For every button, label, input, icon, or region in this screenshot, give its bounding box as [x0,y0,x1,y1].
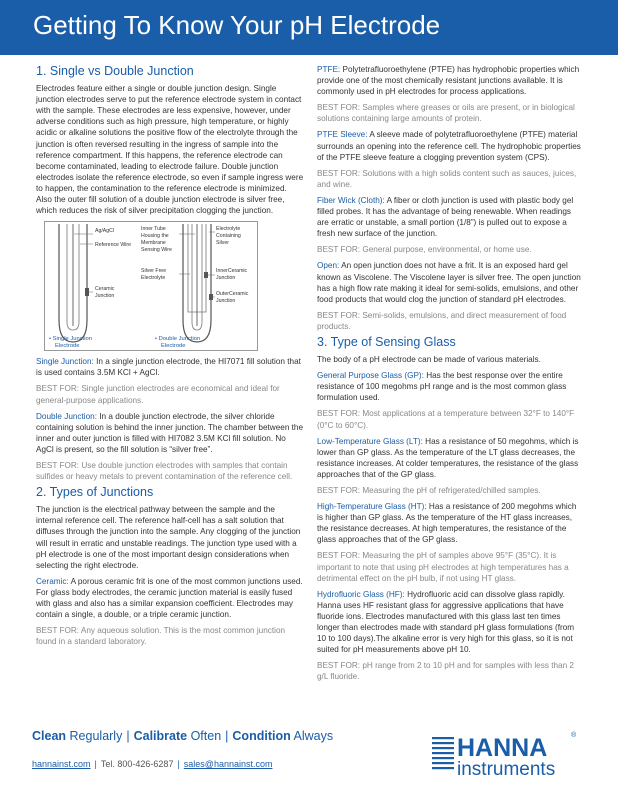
phone-number: Tel. 800-426-6287 [100,759,174,769]
right-column [317,64,583,688]
gp-glass-best: BEST FOR: Most applications at a temperature between 32°F to 140°F (0°C to 60°C). [317,409,575,430]
label-electrolyte-2: Containing [216,233,241,240]
gp-glass-term: General Purpose Glass (GP): [317,371,424,381]
page-header [0,0,618,55]
ptfe-term: PTFE: [317,65,341,74]
section-heading-types: 2. Types of Junctions [36,485,154,500]
page-footer [0,715,618,800]
ceramic-best: BEST FOR: Any aqueous solution. This is the most common junction found in a standard laboratory. [36,626,286,647]
ceramic-desc: Ceramic: A porous ceramic frit is one of the most common junctions used. For glass body electrodes, the ceramic junction material is easily fused with glass and also has a similar expansion coefficient. Electrodes may contain a single, a double, or a triple ceramic junction. [36,576,303,620]
ptfe-sleeve-desc: PTFE Sleeve: A sleeve made of polytetrafluoroethylene (PTFE) material surrounds an opening into the reference cell. The hydrophobic properties of the PTFE sleeve feature a clogging prevention system (CPS). [317,130,581,162]
open-term: Open: [317,261,340,271]
label-inner-ceramic-2: Junction [216,275,236,282]
ht-glass-desc: High-Temperature Glass (HT): Has a resistance of 200 megohms which is higher than GP glass. As the temperature of the HT glass increases, the resistance decreases. At high temperatures, the resistance of the glass approaches that of the GP glass. [317,502,577,545]
types-intro: The junction is the electrical pathway between the sample and the internal reference cell. The reference half-cell has a salt solution that diffuses through the junction into the sample. Any clogging of the junction will result in erratic and unstable readings. The junction type used with a pH electrode is one of the most important design considerations when selecting the right electrode. [36,505,301,570]
section-intro: Electrodes feature either a single or double junction design. Single junction electrodes serve to put the reference electrode system in contact with the sample. These electrodes are less expensive, however, under adverse conditions such as high pressure, high temperature, or highly acidic or alkaline solutions the positive flow of the electrolyte through the junction is often reversed resulting in the ingress of sample into the reference compartment. If this happens, the reference electrode can become contaminated, leading to electrode failure. Double junction electrodes isolate the reference electrode, so even if sample ingress were to happen, the contamination to the reference electrode is minimized. Also the outer fill solution of a double junction electrode is silver free, which reduces the risk of silver precipitation clogging the junction. [36,84,304,216]
ptfe-best: BEST FOR: Samples where greases or oils are present, or in biological solutions containing large amounts of protein. [317,103,575,124]
caption-double-junction-1: • Double Junction [155,336,201,343]
ceramic-term: Ceramic: [36,576,69,586]
caption-double-junction-2: Electrode [161,343,186,350]
page-title: Getting To Know Your pH Electrode [33,10,441,40]
gp-glass-desc: General Purpose Glass (GP): Has the best response over the entire resistance of 100 megohms pH range and is the most common glass formulation used. [317,371,567,403]
label-inner-tube-1: Inner Tube [141,226,166,233]
lt-glass-term: Low-Temperature Glass (LT): [317,436,423,446]
ptfe-sleeve-term: PTFE Sleeve: [317,130,368,140]
double-junction-term: Double Junction: [36,411,97,421]
single-junction-term: Single Junction: [36,357,94,367]
label-electrolyte-1: Electrolyte [216,226,241,233]
fiber-wick-best: BEST FOR: General purpose, environmental, or home use. [317,245,532,255]
ptfe-desc: PTFE: Polytetrafluoroethylene (PTFE) has hydrophobic properties which provide one of the most chemically resistant junctions available. It is commonly used in pH electrodes for process applications. [317,65,580,97]
fiber-wick-term: Fiber Wick (Cloth): [317,195,385,205]
label-inner-tube-2: Housing the [141,233,169,240]
lt-glass-desc: Low-Temperature Glass (LT): Has a resistance of 50 megohms, which is lower than GP glass. As the temperature of the LT glass decreases, the resistance increases. At colder temperatures, the resistance of the glass approaches that of the GP glass. [317,436,579,479]
single-junction-best: BEST FOR: Single junction electrodes are economical and ideal for general-purpose applications. [36,384,280,405]
label-reference-wire: Reference Wire [95,242,132,249]
lt-glass-best: BEST FOR: Measuring the pH of refrigerated/chilled samples. [317,486,541,495]
single-junction-desc: Single Junction: In a single junction electrode, the HI7071 fill solution that is used contains 3.5M KCl + AgCl. [36,357,301,378]
hf-glass-best: BEST FOR: pH range from 2 to 10 pH and for samples with less than 2 g/L fluoride. [317,661,574,682]
ht-glass-best: BEST FOR: Measuring the pH of samples above 95°F (35°C). It is important to note that using pH electrodes at high temperatures has a detrimental effect on the pH bulb, if not using HT glass. [317,551,569,583]
website-link[interactable]: hannainst.com [32,759,91,769]
hf-glass-term: Hydrofluoric Glass (HF): [317,589,405,599]
tagline: Clean Regularly | Calibrate Often | Condition Always [32,729,334,743]
ht-glass-term: High-Temperature Glass (HT): [317,502,427,512]
label-inner-tube-3: Membrane [141,240,166,247]
section-heading-junction: 1. Single vs Double Junction [36,64,194,78]
electrode-diagram [44,221,258,351]
ptfe-sleeve-best: BEST FOR: Solutions with a high solids content such as sauces, juices, and wine. [317,168,577,189]
label-silver-free-2: Electrolyte [141,275,166,282]
email-link[interactable]: sales@hannainst.com [183,759,273,769]
section-heading-glass: 3. Type of Sensing Glass [317,334,456,349]
label-outer-ceramic-1: OuterCeramic [216,291,249,298]
electrode-illustration [45,222,257,350]
left-column [36,64,304,652]
label-electrolyte-3: Silver [216,240,229,247]
label-inner-tube-4: Sensing Wire [141,247,172,254]
label-ceramic: Ceramic [95,286,115,293]
fiber-wick-desc: Fiber Wick (Cloth): A fiber or cloth junction is used with plastic body gel filled probes. It has the advantage of being renewable. When readings are erratic or unstable, a small portion (1/8”) is pulled out to expose a fresh new surface of the junction. [317,195,574,239]
hanna-logo [432,723,582,785]
label-inner-ceramic-1: InnerCeramic [216,268,248,275]
label-outer-ceramic-2: Junction [216,298,236,305]
label-ceramic-junction: Junction [95,293,115,300]
caption-single-junction-2: Electrode [55,343,80,350]
double-junction-best: BEST FOR: Use double junction electrodes with samples that contain sulfides or heavy metals to prevent contamination of the reference cell. [36,460,293,482]
hf-glass-desc: Hydrofluoric Glass (HF): Hydrofluoric acid can dissolve glass rapidly. Hanna uses HF resistant glass for aggressive applications that have fluoride ions. Electrodes manufactured with this glass last ten times longer than electrodes made with standard pH glass formulations (from 10 to 100 days).The alkaline error is very high for this glass, so it is not suited for pH measurements above pH 10. [317,589,575,655]
logo-wordmark-bottom: instruments [457,759,556,780]
glass-intro: The body of a pH electrode can be made of various materials. [317,355,541,365]
label-silver-free-1: Silver Free [141,268,167,275]
label-agagcl: Ag/AgCl [95,228,115,235]
logo-wordmark-top: HANNA [457,734,548,762]
open-best: BEST FOR: Semi-solids, emulsions, and direct measurement of food products. [317,310,567,331]
double-junction-desc: Double Junction: In a double junction electrode, the silver chloride containing solution is behind the inner junction. The chamber between the inner and outer junction is filled with HI7082 3.5M KCl fill solution. No AgCl is present, so the fill solution is “silver free”. [36,411,304,454]
open-desc: Open: An open junction does not have a frit. It is an exposed hard gel known as Viscolene. The Viscolene layer is silver free. The open junction has a high flow rate making it ideal for semi-solids, emulsions, and other food products that would clog the junction of standard pH electrodes. [317,261,581,304]
svg-text:®: ® [571,732,577,739]
contact-line: hannainst.com | Tel. 800-426-6287 | sales@hannainst.com [32,759,273,769]
caption-single-junction-1: • Single Junction [49,336,92,343]
